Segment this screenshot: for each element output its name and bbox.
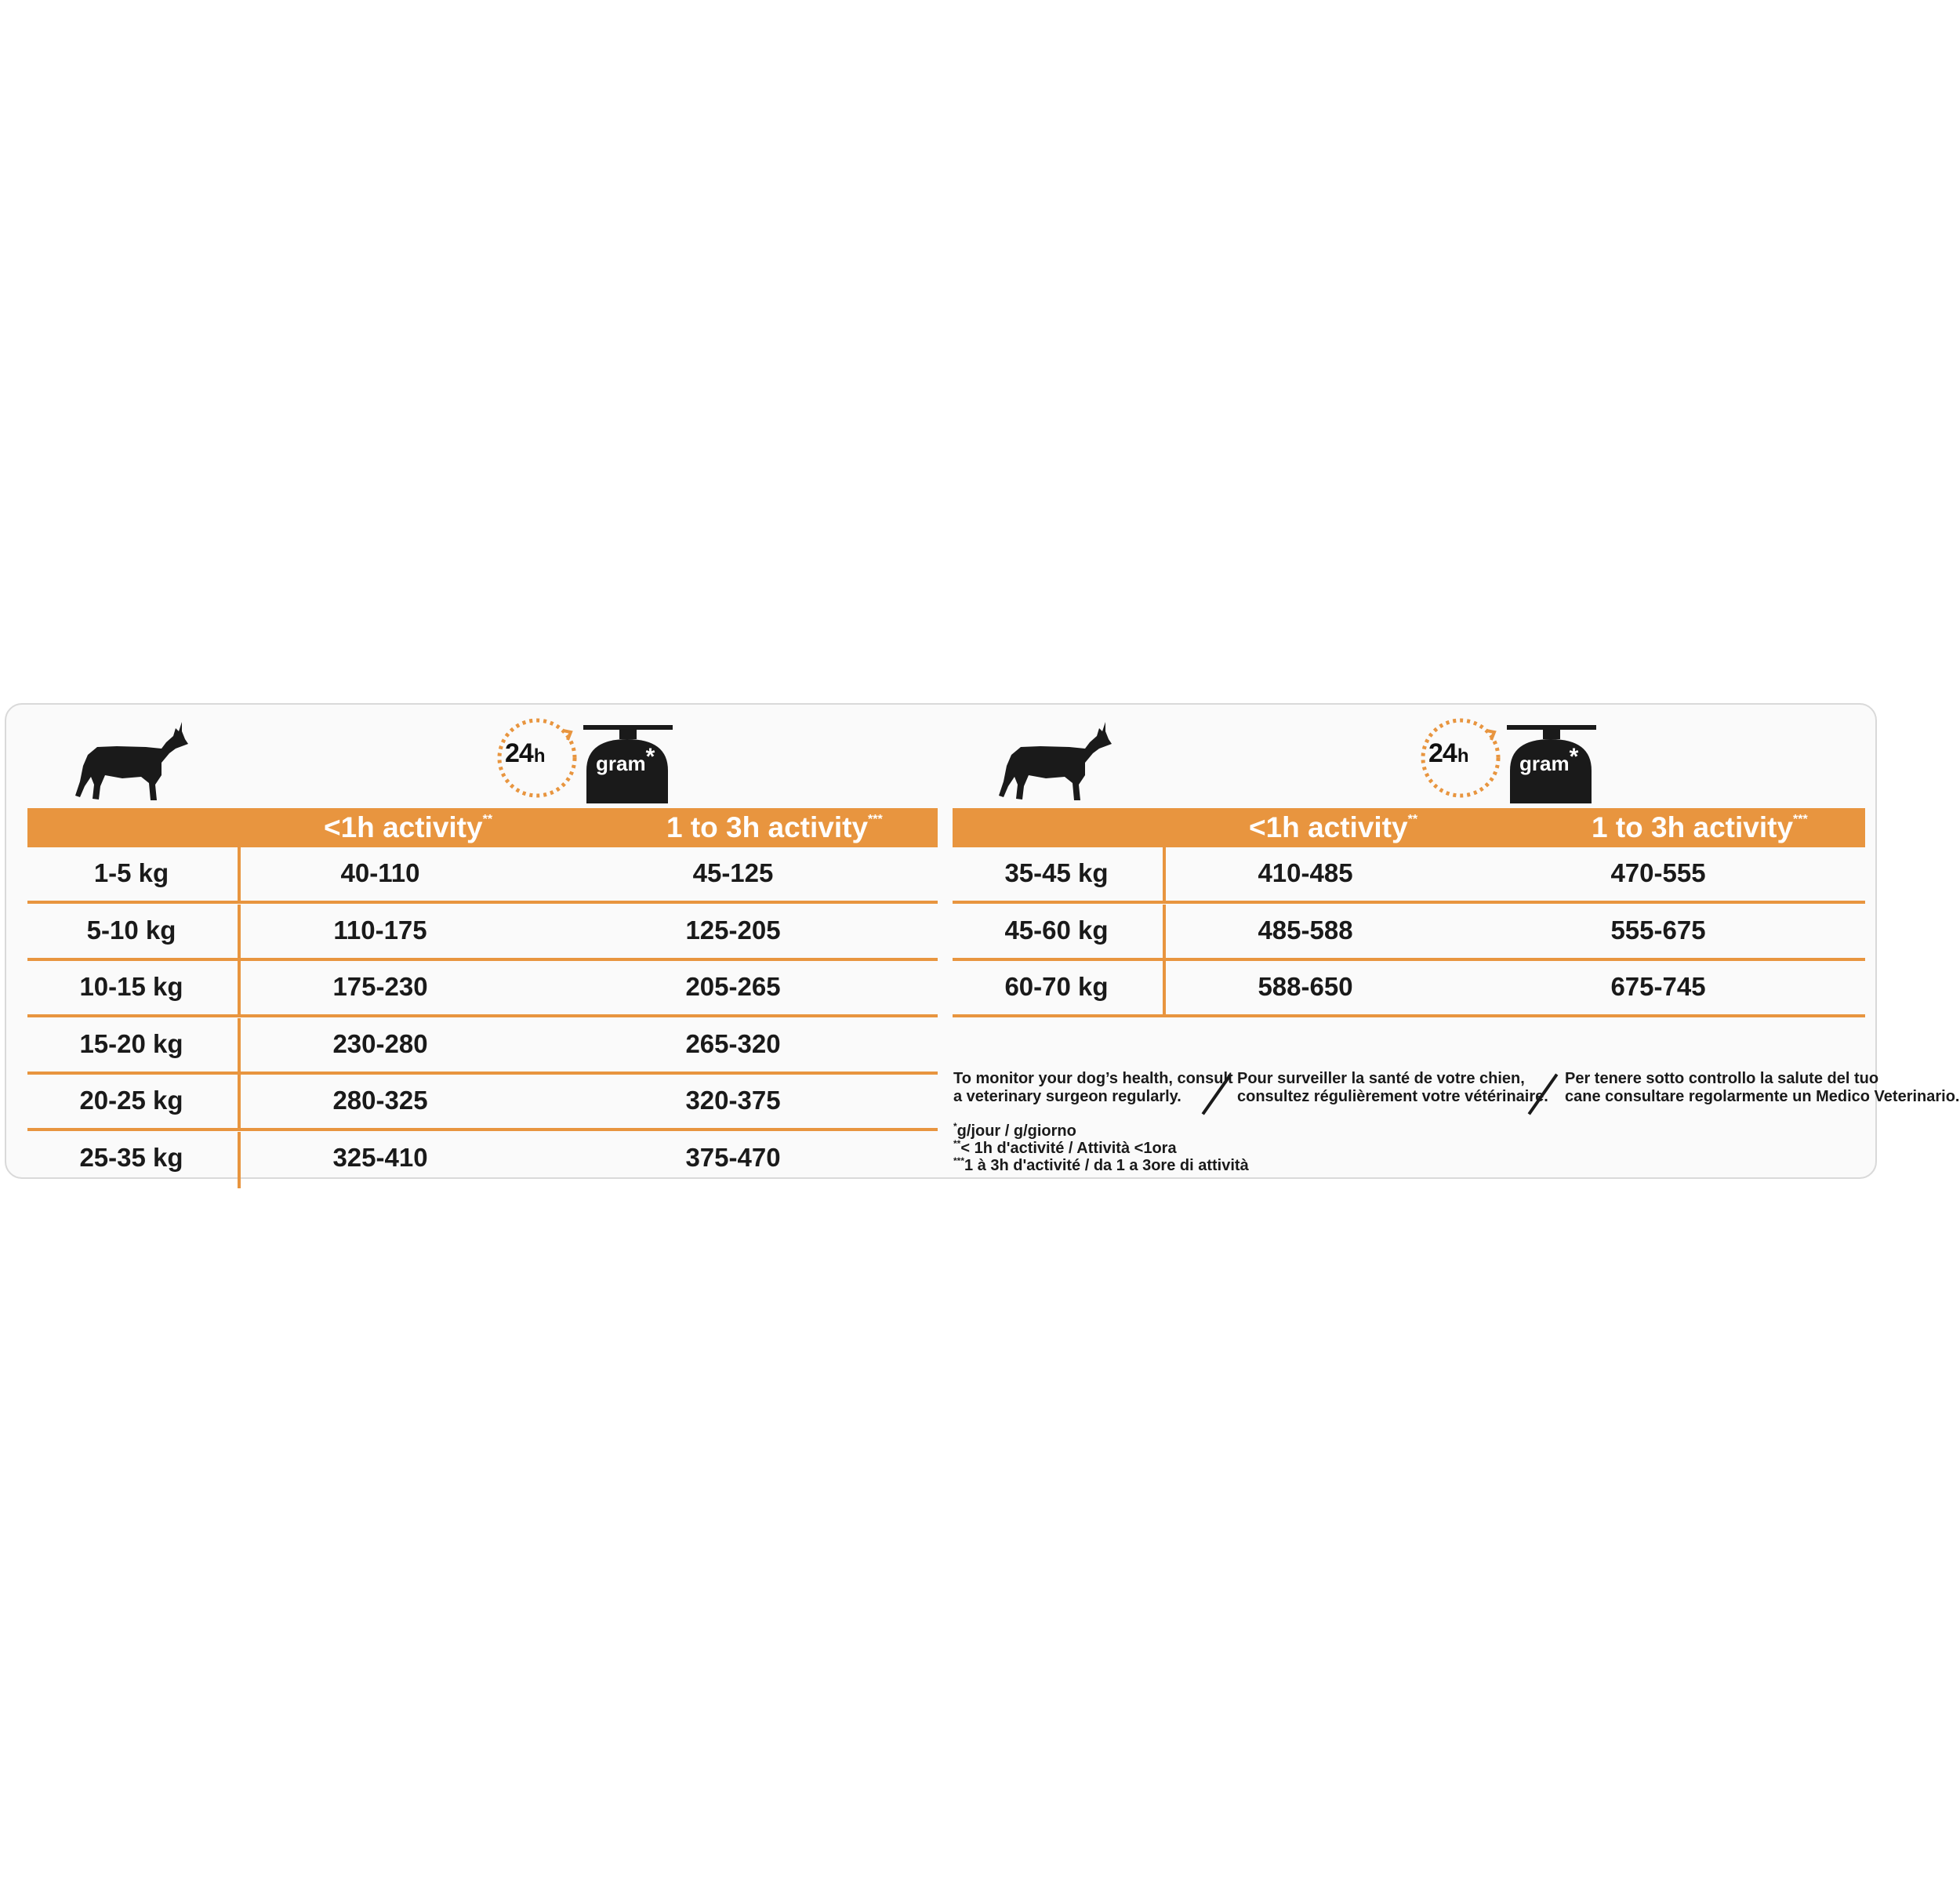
under-1h-cell: 230-280 [332,1028,428,1058]
row-divider [27,1128,938,1131]
column-divider [1163,961,1166,1017]
under-1h-cell: 588-650 [1258,972,1353,1001]
weight-cell: 10-15 kg [79,972,183,1001]
scale-label: gram* [596,744,655,775]
footnote-2: **< 1h d'activité / Attività <1ora [953,1138,1177,1157]
column-divider [238,847,241,904]
one-to-3h-cell: 265-320 [685,1028,781,1058]
24h-clock-icon: 24h [1417,715,1504,801]
scale-label: gram* [1519,744,1579,775]
feeding-guide-card [5,703,1960,1179]
under-1h-cell: 410-485 [1258,858,1353,887]
row-divider [953,901,1865,904]
one-to-3h-cell: 125-205 [685,915,781,945]
weight-cell: 20-25 kg [79,1086,183,1115]
table-header [953,808,1865,847]
weight-cell: 1-5 kg [93,858,169,887]
under-1h-cell: 280-325 [332,1086,428,1115]
header-1-to-3h: 1 to 3h activity*** [1592,811,1808,843]
column-divider [238,961,241,1017]
column-divider [238,1132,241,1188]
24h-clock-icon: 24h [494,715,580,801]
column-divider [1163,847,1166,904]
under-1h-cell: 175-230 [332,972,428,1001]
note-french: Pour surveiller la santé de votre chien, consultez régulièrement votre vétérinaire. [1237,1070,1548,1105]
dog-silhouette-icon [74,720,191,805]
row-divider [27,901,938,904]
note-english: To monitor your dog’s health, consult a veterinary surgeon regularly. [953,1070,1233,1105]
weight-cell: 35-45 kg [1004,858,1109,887]
one-to-3h-cell: 555-675 [1610,915,1706,945]
weight-cell: 15-20 kg [79,1028,183,1058]
note-italian: Per tenere sotto controllo la salute del tuo cane consultare regolarmente un Medico Veterinario. [1565,1070,1960,1105]
one-to-3h-cell: 320-375 [685,1086,781,1115]
column-divider [238,905,241,961]
under-1h-cell: 485-588 [1258,915,1353,945]
column-divider [238,1075,241,1131]
table-header [27,808,938,847]
weight-cell: 25-35 kg [79,1142,183,1172]
right-panel [930,705,1960,1177]
row-divider [953,1014,1865,1017]
table-row [27,1075,938,1131]
table-row [953,905,1865,961]
table-row [27,961,938,1017]
header-under-1h: <1h activity** [324,811,493,843]
under-1h-cell: 110-175 [333,915,427,945]
under-1h-cell: 325-410 [332,1142,428,1172]
table-row [27,1018,938,1075]
one-to-3h-cell: 205-265 [685,972,781,1001]
column-divider [238,1018,241,1075]
weight-cell: 45-60 kg [1004,915,1109,945]
dog-silhouette-icon [997,720,1115,805]
weight-cell: 5-10 kg [86,915,176,945]
header-1-to-3h: 1 to 3h activity*** [666,811,883,843]
one-to-3h-cell: 45-125 [692,858,774,887]
column-divider [1163,905,1166,961]
one-to-3h-cell: 375-470 [685,1142,781,1172]
table-row [27,905,938,961]
under-1h-cell: 40-110 [340,858,420,887]
left-panel [6,705,947,1177]
footnote-1: *g/jour / g/giorno [953,1121,1076,1140]
row-divider [27,958,938,961]
weight-cell: 60-70 kg [1004,972,1109,1001]
header-under-1h: <1h activity** [1249,811,1418,843]
table-row [953,847,1865,904]
footnote-3: ***1 à 3h d'activité / da 1 a 3ore di attività [953,1155,1249,1174]
table-row [953,961,1865,1017]
one-to-3h-cell: 470-555 [1610,858,1706,887]
row-divider [953,958,1865,961]
table-row [27,1132,938,1188]
row-divider [27,1072,938,1075]
table-row [27,847,938,904]
row-divider [27,1014,938,1017]
one-to-3h-cell: 675-745 [1610,972,1706,1001]
